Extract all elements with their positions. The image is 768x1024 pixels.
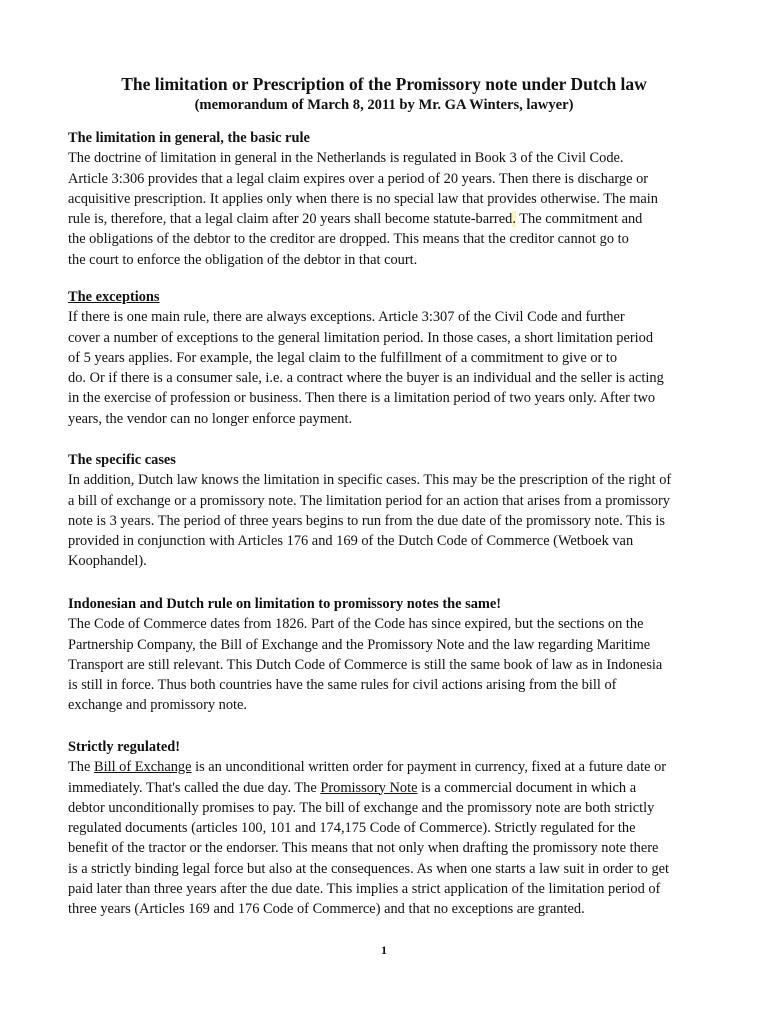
highlighted-period: . <box>512 211 516 228</box>
paragraph-line: cover a number of exceptions to the general limitation period. In those cases, a short limitation period <box>68 329 654 346</box>
paragraph-line: regulated documents (articles 100, 101 and 174,175 Code of Commerce). Strictly regulated for the <box>68 820 636 837</box>
paragraph-text: rule is, therefore, that a legal claim after 20 years shall become statute-barred <box>68 211 513 228</box>
paragraph-line: Transport are still relevant. This Dutch Code of Commerce is still the same book of law as in Indonesia <box>68 656 663 673</box>
paragraph-text: The <box>68 759 94 776</box>
section-heading: The specific cases <box>68 452 176 468</box>
paragraph-line: Article 3:306 provides that a legal claim expires over a period of 20 years. Then there is discharge or <box>68 170 649 187</box>
paragraph-line: benefit of the tractor or the endorser. This means that not only when drafting the promissory note there <box>68 840 659 857</box>
paragraph-line: of 5 years applies. For example, the legal claim to the fulfillment of a commitment to give or to <box>68 349 618 366</box>
paragraph-line: is still in force. Thus both countries have the same rules for civil actions arising from the bill of <box>68 677 617 694</box>
paragraph-line: note is 3 years. The period of three years begins to run from the due date of the promissory note. This is <box>68 512 665 529</box>
paragraph-line: the obligations of the debtor to the creditor are dropped. This means that the creditor cannot go to <box>68 231 629 248</box>
section-heading: Indonesian and Dutch rule on limitation to promissory notes the same! <box>68 596 502 612</box>
paragraph-line <box>68 209 708 229</box>
paragraph-line: exchange and promissory note. <box>68 697 248 714</box>
paragraph-line: Koophandel). <box>68 553 147 570</box>
paragraph-line: debtor unconditionally promises to pay. The bill of exchange and the promissory note are both strictly <box>68 799 655 816</box>
paragraph-line: a bill of exchange or a promissory note. The limitation period for an action that arises from a promissory <box>68 492 670 509</box>
paragraph-line: acquisitive prescription. It applies only when there is no special law that provides otherwise. The main <box>68 190 658 207</box>
paragraph-text: immediately. That's called the due day. The <box>68 779 321 796</box>
section-indonesian-dutch <box>68 594 708 716</box>
document-subtitle: (memorandum of March 8, 2011 by Mr. GA Winters, lawyer) <box>194 97 574 113</box>
page-number: 1 <box>381 943 387 957</box>
document-title: The limitation or Prescription of the Promissory note under Dutch law <box>121 74 647 94</box>
section-specific-cases <box>68 450 708 572</box>
section-heading: Strictly regulated! <box>68 739 181 755</box>
paragraph-line: The doctrine of limitation in general in the Netherlands is regulated in Book 3 of the Civil Code. <box>68 150 624 167</box>
section-strictly-regulated <box>68 737 708 920</box>
paragraph-line <box>68 757 708 777</box>
paragraph-line: paid later than three years after the due date. This implies a strict application of the limitation period of <box>68 881 661 898</box>
paragraph-line: In addition, Dutch law knows the limitation in specific cases. This may be the prescription of the right of <box>68 472 672 489</box>
paragraph-line: in the exercise of profession or business. Then there is a limitation period of two years only. After two <box>68 390 656 407</box>
paragraph-line: provided in conjunction with Articles 176 and 169 of the Dutch Code of Commerce (Wetboek van <box>68 533 634 550</box>
paragraph-text: is a commercial document in which a <box>417 779 637 796</box>
section-general <box>68 128 708 270</box>
paragraph-line: the court to enforce the obligation of the debtor in that court. <box>68 251 418 268</box>
paragraph-text: The commitment and <box>515 211 643 228</box>
bill-of-exchange-link[interactable]: Bill of Exchange <box>93 759 192 776</box>
paragraph-line: years, the vendor can no longer enforce payment. <box>68 410 353 427</box>
paragraph-text: is an unconditional written order for payment in currency, fixed at a future date or <box>191 759 667 776</box>
paragraph-line: do. Or if there is a consumer sale, i.e. a contract where the buyer is an individual and the seller is acting <box>68 370 664 387</box>
paragraph-line: Partnership Company, the Bill of Exchange and the Promissory Note and the law regarding Maritime <box>68 636 651 653</box>
section-heading: The exceptions <box>68 289 160 305</box>
paragraph-line <box>68 778 708 798</box>
paragraph-line: The Code of Commerce dates from 1826. Part of the Code has since expired, but the sections on the <box>68 616 644 633</box>
paragraph-line: If there is one main rule, there are always exceptions. Article 3:307 of the Civil Code and further <box>68 309 625 326</box>
paragraph-line: three years (Articles 169 and 176 Code of Commerce) and that no exceptions are granted. <box>68 901 585 918</box>
section-exceptions <box>68 287 708 429</box>
promissory-note-link[interactable]: Promissory Note <box>320 779 418 796</box>
section-heading: The limitation in general, the basic rule <box>68 130 310 146</box>
paragraph-line: is a strictly binding legal force but also at the consequences. As when one starts a law suit in order to get <box>68 860 670 877</box>
